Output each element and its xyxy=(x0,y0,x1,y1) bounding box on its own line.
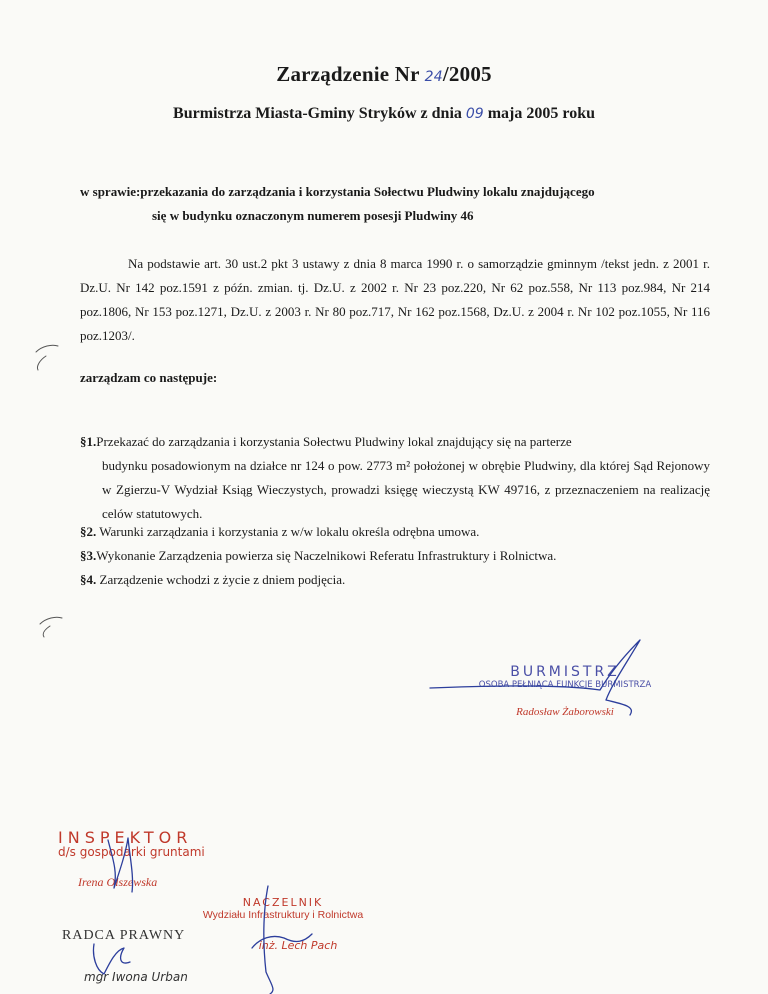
naczelnik-stamp-name: inż. Lech Pach xyxy=(258,939,338,952)
radca-stamp xyxy=(62,928,188,984)
inspektor-stamp-role: d/s gospodarki gruntami xyxy=(58,845,205,859)
inspektor-stamp-title: INSPEKTOR xyxy=(58,828,193,847)
section-2-marker: §2. xyxy=(80,524,97,539)
burmistrz-stamp xyxy=(470,664,660,718)
burmistrz-stamp-name: Radosław Żaborowski xyxy=(516,706,614,718)
section-1-text-first: Przekazać do zarządzania i korzystania Sołectwu Pludwiny lokal znajdujący się na parterze xyxy=(96,434,572,449)
naczelnik-stamp-role: Wydziału Infrastruktury i Rolnictwa xyxy=(202,909,364,921)
radca-stamp-title: RADCA PRAWNY xyxy=(62,928,186,943)
burmistrz-stamp-role: OSOBA PEŁNIĄCA FUNKCJE BURMISTRZA xyxy=(478,680,652,690)
legal-basis-paragraph xyxy=(80,252,710,348)
section-1-text-rest: budynku posadowionym na działce nr 124 o pow. 2773 m² położonej w obrębie Pludwiny, dla której Sąd Rejonowy w Zgierzu-V Wydział Ksiąg Wieczystych, prowadzi księgę wieczystą KW 49716, z przeznaczeniem na realizację celów statutowych. xyxy=(102,458,710,521)
inspektor-stamp xyxy=(58,828,205,890)
document-title xyxy=(0,62,768,87)
naczelnik-stamp xyxy=(198,896,368,952)
subtitle-day-handwritten: 09 xyxy=(465,106,484,122)
naczelnik-stamp-title: NACZELNIK xyxy=(242,896,324,909)
section-2-text: Warunki zarządzania i korzystania z w/w lokalu określa odrębna umowa. xyxy=(96,524,480,539)
subject-line-1: w sprawie:przekazania do zarządzania i korzystania Sołectwu Pludwiny lokalu znajdującego xyxy=(80,184,595,199)
section-3-text: Wykonanie Zarządzenia powierza się Naczelnikowi Referatu Infrastruktury i Rolnictwa. xyxy=(96,548,557,563)
inspektor-stamp-name: Irena Olszewska xyxy=(78,875,158,889)
section-2 xyxy=(80,520,479,544)
margin-mark-icon xyxy=(36,345,58,370)
title-prefix: Zarządzenie Nr xyxy=(276,62,425,86)
section-3-marker: §3. xyxy=(80,548,97,563)
title-suffix: /2005 xyxy=(442,62,492,86)
subject-line-2: się w budynku oznaczonym numerem posesji Pludwiny 46 xyxy=(152,208,474,223)
subject-block xyxy=(80,180,720,228)
title-number-handwritten: 24 xyxy=(424,69,443,85)
document-subtitle xyxy=(0,105,768,123)
legal-basis-text: Na podstawie art. 30 ust.2 pkt 3 ustawy z dnia 8 marca 1990 r. o samorządzie gminnym /tekst jedn. z 2001 r. Dz.U. Nr 142 poz.1591 z późn. zmian. tj. Dz.U. z 2002 r. Nr 23 poz.220, Nr 62 poz.558, Nr 113 poz.984, Nr 214 poz.1806, Nr 153 poz.1271, Dz.U. z 2003 r. Nr 80 poz.717, Nr 162 poz.1568, Dz.U. z 2004 r. Nr 102 poz.1055, Nr 116 poz.1203/. xyxy=(80,256,710,343)
burmistrz-stamp-title: BURMISTRZ xyxy=(510,664,620,680)
section-3 xyxy=(80,544,556,568)
subtitle-suffix: maja 2005 roku xyxy=(483,105,595,122)
section-4-marker: §4. xyxy=(80,572,97,587)
margin-mark-icon-2 xyxy=(40,617,62,637)
subtitle-prefix: Burmistrza Miasta-Gminy Stryków z dnia xyxy=(173,105,466,122)
radca-stamp-name: mgr Iwona Urban xyxy=(84,970,188,984)
section-1-marker: §1. xyxy=(80,434,97,449)
section-4-text: Zarządzenie wchodzi z życie z dniem podjęcia. xyxy=(96,572,346,587)
section-1 xyxy=(80,430,710,526)
order-heading: zarządzam co następuje: xyxy=(80,370,218,385)
section-4 xyxy=(80,568,345,592)
